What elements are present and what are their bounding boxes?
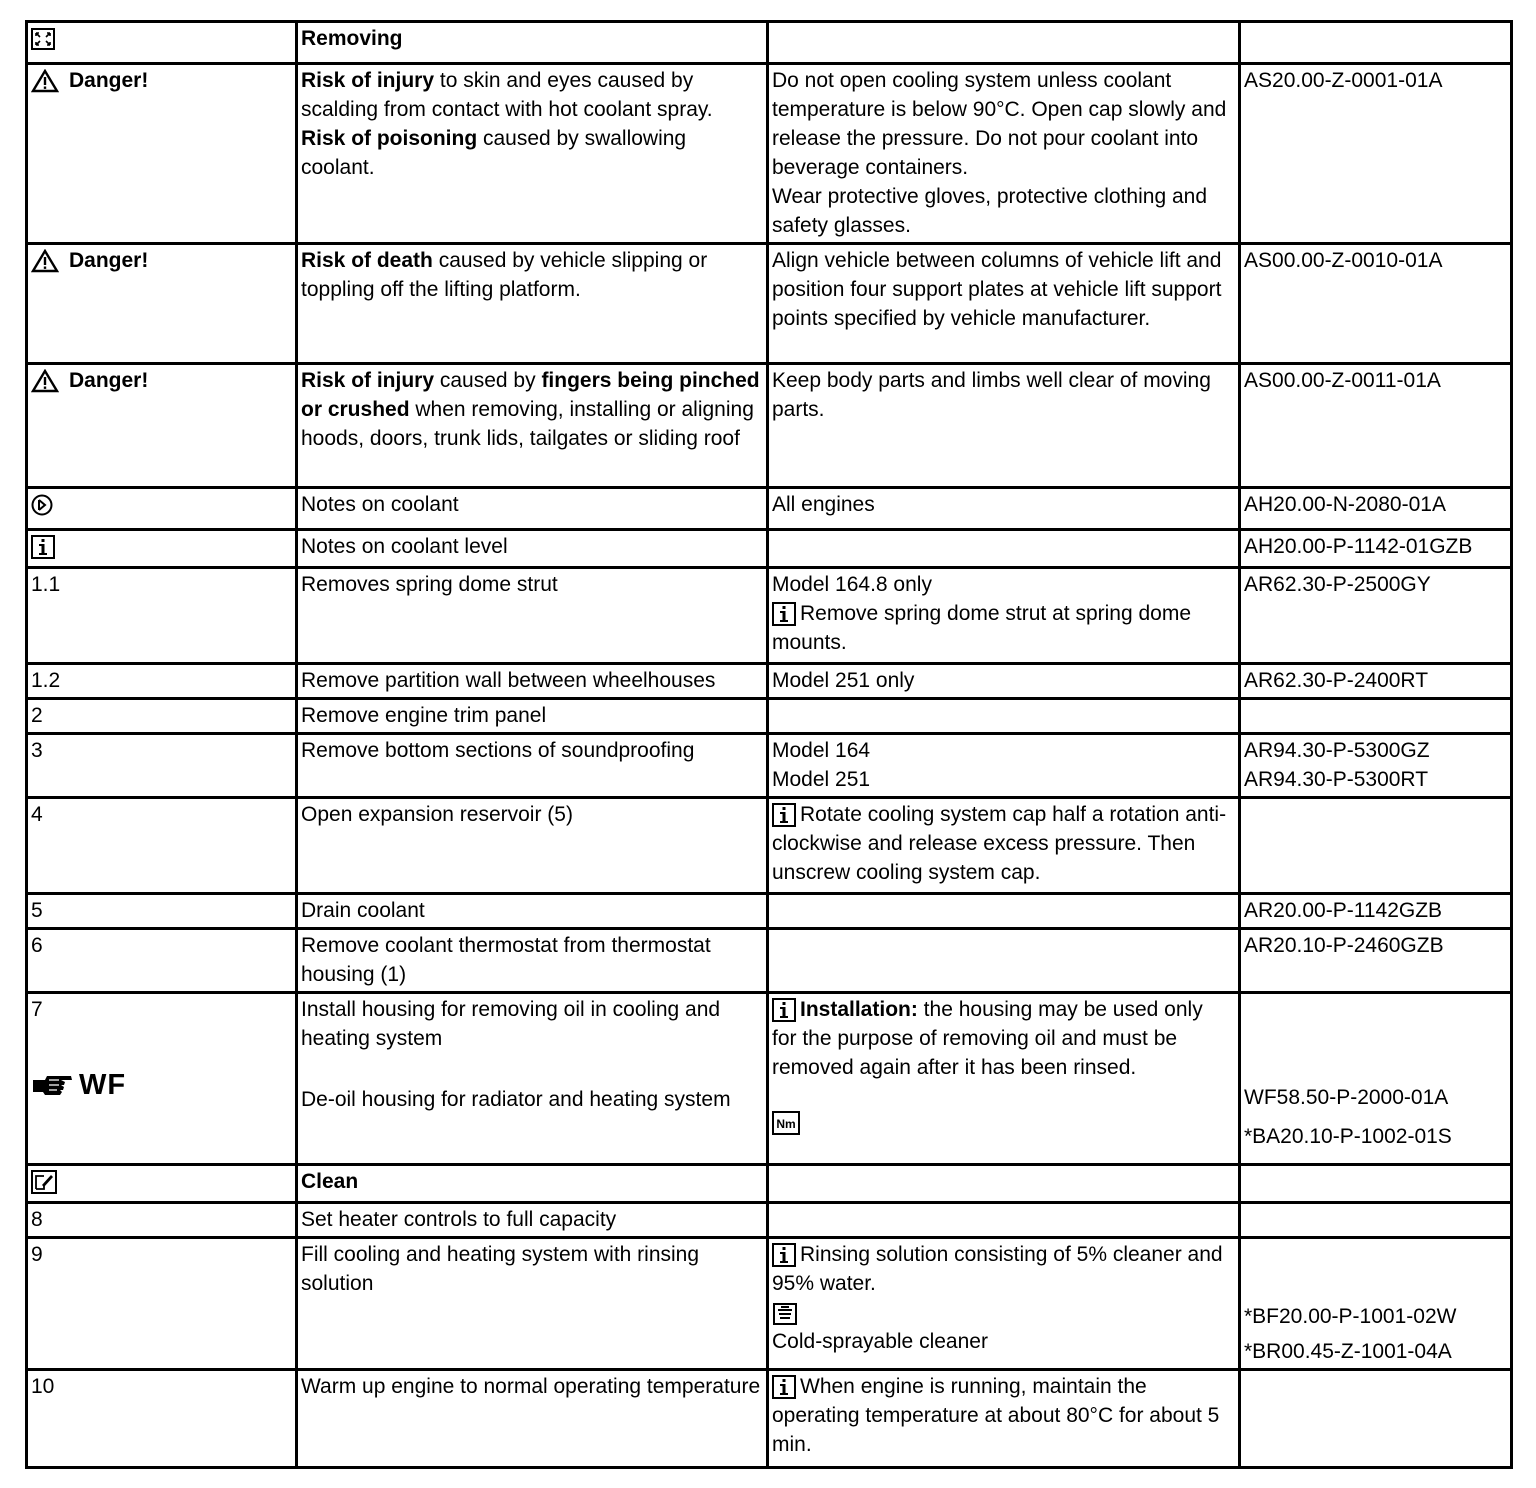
note-text: Model 164.8 only: [772, 573, 932, 596]
document-reference: AR94.30-P-5300GZ: [1244, 739, 1430, 762]
note-cell: [768, 1165, 1240, 1203]
danger-label: Danger!: [69, 69, 149, 92]
removing-icon: [31, 28, 55, 50]
table-row: [27, 488, 1512, 530]
note-cell: [768, 1370, 1240, 1468]
document-reference: *BA20.10-P-1002-01S: [1244, 1125, 1452, 1148]
table-row: [27, 993, 1512, 1165]
step-cell: [297, 929, 768, 993]
step-text: Remove partition wall between wheelhouses: [301, 669, 716, 692]
step-cell: Risk of injury caused by fingers being pinched or crushed when removing, installing or aligning hoods, doors, trunk lids, tailgates or sliding roof: [297, 364, 768, 488]
step-text: Open expansion reservoir (5): [301, 803, 573, 826]
note-cell: [768, 699, 1240, 734]
hazard-text: Risk of injury to skin and eyes caused by scalding from contact with hot coolant spray.: [301, 69, 713, 121]
consumables-icon: [772, 1300, 798, 1326]
reference-cell: [1240, 244, 1512, 364]
reference-cell: [1240, 734, 1512, 798]
reference-cell: [1240, 22, 1512, 64]
torque-nm-icon: [772, 1111, 800, 1135]
document-reference: AR62.30-P-2400RT: [1244, 669, 1429, 692]
repair-instructions-table: [25, 20, 1513, 1469]
icon-cell: [27, 244, 297, 364]
note-text: Cold-sprayable cleaner: [772, 1330, 988, 1353]
note-cell: [768, 530, 1240, 568]
step-number: 8: [27, 1203, 297, 1238]
table-row: [27, 798, 1512, 894]
clean-icon: [31, 1170, 57, 1194]
step-number: 10: [27, 1370, 297, 1468]
note-text: Keep body parts and limbs well clear of moving parts.: [772, 369, 1211, 421]
table-row: [27, 734, 1512, 798]
info-icon: [772, 998, 796, 1022]
step-number: 1.1: [27, 568, 297, 664]
pointing-hand-icon: [31, 1072, 75, 1098]
step-text: Remove coolant thermostat from thermostat housing (1): [301, 934, 711, 986]
reference-cell: [1240, 993, 1512, 1165]
note-cell: [768, 929, 1240, 993]
step-cell: [297, 22, 768, 64]
table-row: [27, 1203, 1512, 1238]
reference-cell: [1240, 1238, 1512, 1370]
info-icon: [772, 1375, 796, 1399]
hazard-bold: Risk of death: [301, 249, 433, 272]
note-text: Rotate cooling system cap half a rotation anti-clockwise and release excess pressure. Then unscrew cooling system cap.: [772, 803, 1227, 884]
section-heading: Removing: [301, 27, 403, 50]
step-text: Warm up engine to normal operating temperature: [301, 1375, 761, 1398]
reference-cell: [1240, 798, 1512, 894]
icon-cell: [27, 488, 297, 530]
danger-label: Danger!: [69, 369, 149, 392]
note-text: Do not open cooling system unless coolant temperature is below 90°C. Open cap slowly and release the pressure. Do not pour coolant into beverage containers.: [772, 69, 1227, 179]
note-cell: [768, 734, 1240, 798]
document-reference: AR20.00-P-1142GZB: [1244, 899, 1443, 922]
document-reference: AH20.00-N-2080-01A: [1244, 493, 1446, 516]
table-row: [27, 894, 1512, 929]
step-cell: [297, 664, 768, 699]
step-text: Fill cooling and heating system with rinsing solution: [301, 1243, 700, 1295]
table-row: [27, 929, 1512, 993]
step-cell: [297, 244, 768, 364]
step-text: Remove engine trim panel: [301, 704, 547, 727]
step-cell: [297, 1238, 768, 1370]
table-row: [27, 64, 1512, 244]
step-number: 7: [31, 998, 43, 1021]
step-cell: [297, 1203, 768, 1238]
step-text: Remove bottom sections of soundproofing: [301, 739, 695, 762]
step-cell: [297, 530, 768, 568]
note-text: Rinsing solution consisting of 5% cleaner and 95% water.: [772, 1243, 1223, 1295]
reference-cell: [1240, 530, 1512, 568]
note-text: Wear protective gloves, protective clothing and safety glasses.: [772, 185, 1208, 237]
hazard-text: Risk of poisoning caused by swallowing coolant.: [301, 127, 687, 179]
step-number-cell: [27, 993, 297, 1165]
step-number: 4: [27, 798, 297, 894]
info-icon: [772, 803, 796, 827]
danger-label: Danger!: [69, 249, 149, 272]
reference-cell: [1240, 664, 1512, 699]
step-text: Set heater controls to full capacity: [301, 1208, 617, 1231]
table-row: [27, 664, 1512, 699]
step-text: Removes spring dome strut: [301, 573, 558, 596]
step-cell: [297, 798, 768, 894]
reference-cell: [1240, 488, 1512, 530]
step-text: Notes on coolant: [301, 493, 459, 516]
note-text: Model 251 only: [772, 669, 915, 692]
document-reference: AR94.30-P-5300RT: [1244, 768, 1429, 791]
note-text: Model 164: [772, 739, 871, 762]
reference-cell: [1240, 364, 1512, 488]
warning-triangle-icon: [31, 249, 59, 273]
document-reference: AH20.00-P-1142-01GZB: [1244, 535, 1473, 558]
info-icon: [772, 1243, 796, 1267]
note-cell: [768, 568, 1240, 664]
table-row: [27, 364, 1512, 488]
step-cell: [297, 568, 768, 664]
info-icon: [31, 535, 55, 559]
note-text: Model 251: [772, 768, 871, 791]
notes-icon: [31, 494, 53, 516]
note-cell: [768, 64, 1240, 244]
step-number: 2: [27, 699, 297, 734]
note-cell: [768, 364, 1240, 488]
icon-cell: [27, 22, 297, 64]
note-cell: [768, 798, 1240, 894]
consumables-line: [772, 1298, 1233, 1327]
step-cell: [297, 1165, 768, 1203]
section-heading: Clean: [301, 1170, 359, 1193]
reference-cell: [1240, 64, 1512, 244]
step-cell: [297, 894, 768, 929]
reference-cell: [1240, 1165, 1512, 1203]
note-cell: [768, 664, 1240, 699]
icon-cell: [27, 530, 297, 568]
step-number: 3: [27, 734, 297, 798]
note-cell: [768, 488, 1240, 530]
step-cell: [297, 993, 768, 1165]
note-cell: [768, 244, 1240, 364]
table-row: [27, 1165, 1512, 1203]
note-text: Align vehicle between columns of vehicle lift and position four support plates at vehicle lift support points specified by vehicle manufacturer.: [772, 249, 1222, 330]
icon-cell: [27, 364, 297, 488]
step-cell: [297, 734, 768, 798]
note-text: Remove spring dome strut at spring dome mounts.: [772, 602, 1192, 654]
step-text: Drain coolant: [301, 899, 425, 922]
document-reference: AR20.10-P-2460GZB: [1244, 934, 1444, 957]
document-reference: AS20.00-Z-0001-01A: [1244, 69, 1443, 92]
note-cell: [768, 894, 1240, 929]
icon-cell: [27, 64, 297, 244]
step-number: 1.2: [27, 664, 297, 699]
reference-cell: [1240, 568, 1512, 664]
table-row: [27, 22, 1512, 64]
warning-triangle-icon: [31, 69, 59, 93]
step-text: De-oil housing for radiator and heating system: [301, 1088, 731, 1111]
hazard-text: caused by vehicle slipping or toppling off the lifting platform.: [301, 249, 708, 301]
document-reference: *BR00.45-Z-1001-04A: [1244, 1340, 1452, 1363]
step-cell: [297, 64, 768, 244]
note-cell: [768, 993, 1240, 1165]
step-number: 5: [27, 894, 297, 929]
icon-cell: [27, 1165, 297, 1203]
note-text: Installation: the housing may be used only for the purpose of removing oil and must be removed again after it has been rinsed.: [772, 998, 1203, 1079]
reference-cell: [1240, 1370, 1512, 1468]
document-reference: AR62.30-P-2500GY: [1244, 573, 1431, 596]
table-row: [27, 1238, 1512, 1370]
step-cell: [297, 1370, 768, 1468]
reference-cell: [1240, 1203, 1512, 1238]
step-cell: [297, 699, 768, 734]
step-number: 9: [27, 1238, 297, 1370]
document-reference: WF58.50-P-2000-01A: [1244, 1086, 1449, 1109]
table-row: [27, 1370, 1512, 1468]
note-cell: [768, 1203, 1240, 1238]
step-text: Install housing for removing oil in cooling and heating system: [301, 998, 721, 1050]
reference-cell: [1240, 929, 1512, 993]
document-reference: AS00.00-Z-0010-01A: [1244, 249, 1443, 272]
table-row: [27, 568, 1512, 664]
workshop-equipment-label: WF: [31, 1070, 290, 1100]
note-text: When engine is running, maintain the operating temperature at about 80°C for about 5 min.: [772, 1375, 1220, 1456]
warning-triangle-icon: [31, 369, 59, 393]
info-icon: [772, 602, 796, 626]
step-number: 6: [27, 929, 297, 993]
reference-cell: [1240, 699, 1512, 734]
table-row: [27, 699, 1512, 734]
step-cell: [297, 488, 768, 530]
table-row: [27, 530, 1512, 568]
note-text: All engines: [772, 493, 875, 516]
svg-text:Nm: Nm: [776, 1117, 796, 1132]
table-row: [27, 244, 1512, 364]
step-text: Notes on coolant level: [301, 535, 508, 558]
note-cell: [768, 22, 1240, 64]
document-reference: *BF20.00-P-1001-02W: [1244, 1305, 1457, 1328]
note-cell: [768, 1238, 1240, 1370]
document-reference: AS00.00-Z-0011-01A: [1244, 369, 1441, 392]
reference-cell: [1240, 894, 1512, 929]
